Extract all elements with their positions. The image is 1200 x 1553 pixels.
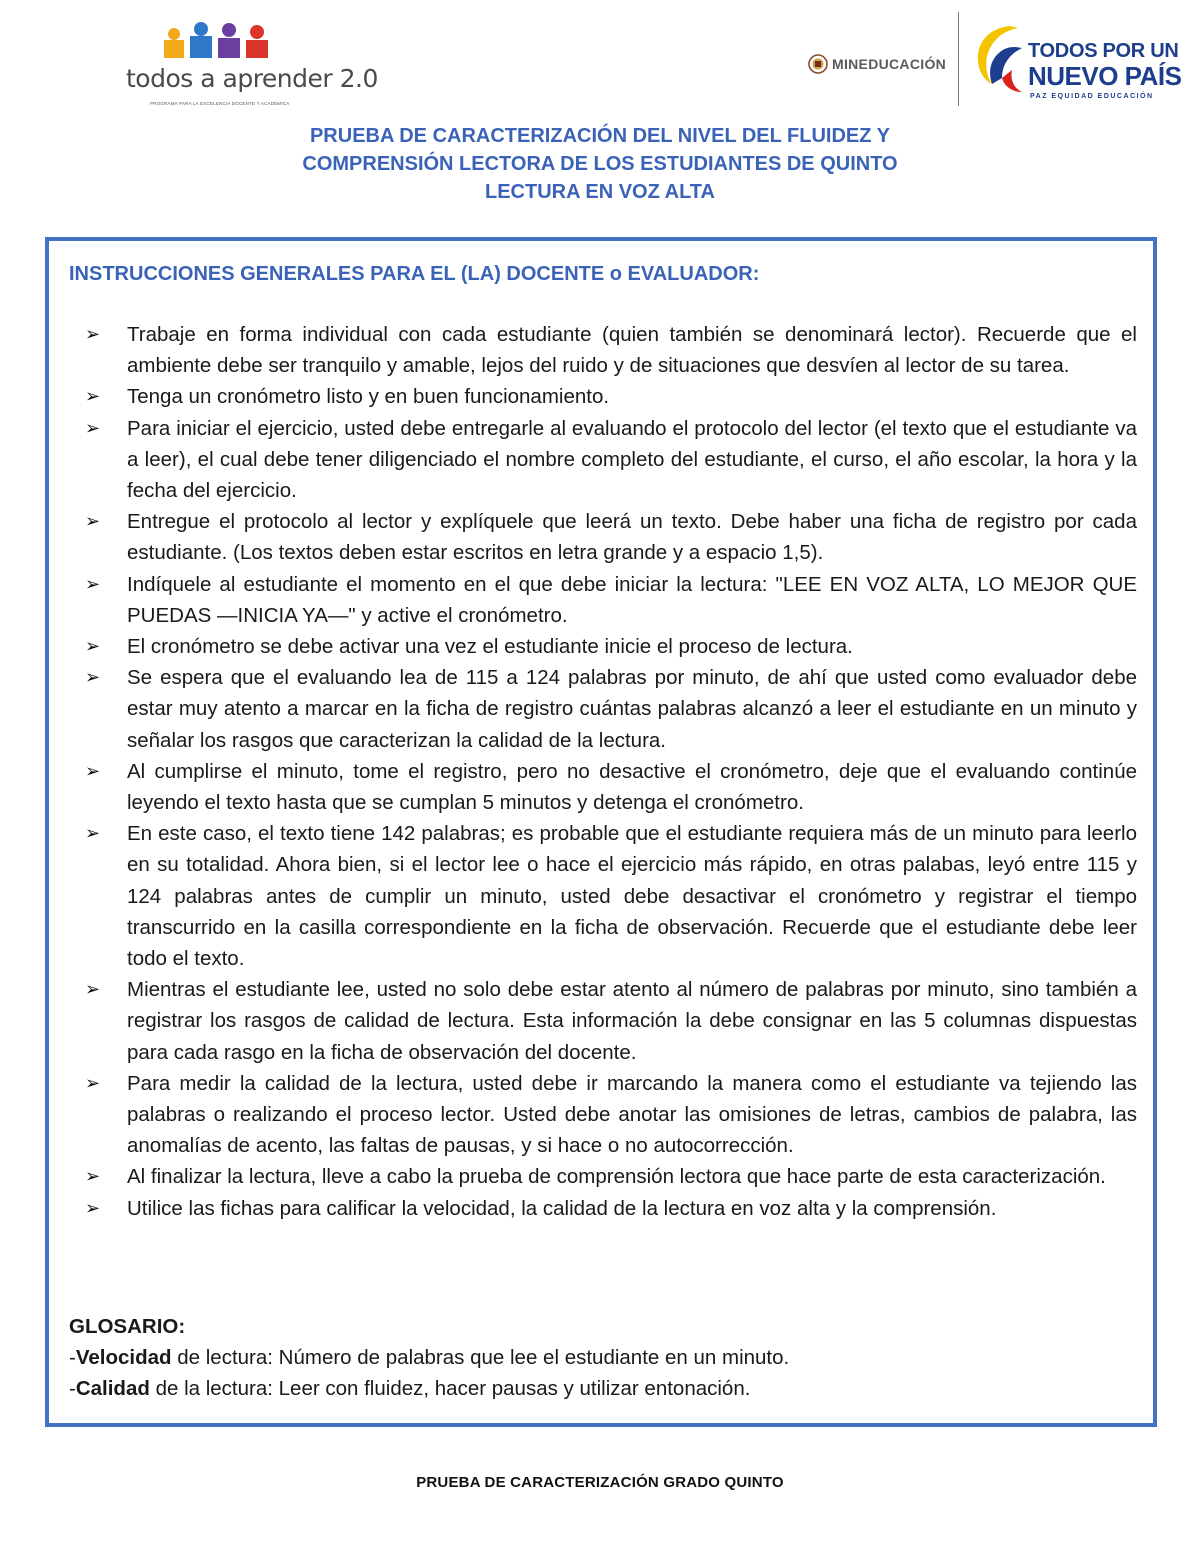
arrow-bullet-icon: ➢ <box>85 417 101 438</box>
glossary-title: GLOSARIO: <box>69 1315 186 1338</box>
instruction-text: Al cumplirse el minuto, tome el registro, pero no desactive el cronómetro, deje que el evaluando continúe leyendo el texto hasta que se cumplan 5 minutos y detenga el cronómetro. <box>127 759 1137 815</box>
todos-por-un-nuevo-pais-flag-icon <box>970 20 1030 100</box>
instructions-heading: INSTRUCCIONES GENERALES PARA EL (LA) DOCENTE o EVALUADOR: <box>69 263 760 285</box>
arrow-bullet-icon: ➢ <box>85 823 101 844</box>
instruction-text: Trabaje en forma individual con cada estudiante (quien también se denominará lector). Recuerde que el ambiente debe ser tranquilo y amable, lejos del ruido y de situaciones que desvíen al lector de su tarea. <box>127 323 1137 378</box>
mineducacion-label: MINEDUCACIÓN <box>832 56 947 72</box>
glossary-section <box>69 1311 1129 1404</box>
glossary-term: Velocidad <box>75 1346 172 1369</box>
instruction-item <box>77 319 1137 381</box>
glossary-entry-velocidad <box>69 1342 1129 1373</box>
arrow-bullet-icon: ➢ <box>85 636 101 657</box>
arrow-bullet-icon: ➢ <box>85 511 101 532</box>
instruction-text: Al finalizar la lectura, lleve a cabo la prueba de comprensión lectora que hace parte de esta caracterización. <box>127 1165 1106 1189</box>
arrow-bullet-icon: ➢ <box>85 1072 101 1093</box>
instruction-text: El cronómetro se debe activar una vez el estudiante inicie el proceso de lectura. <box>127 635 853 659</box>
title-line-2: COMPRENSIÓN LECTORA DE LOS ESTUDIANTES DE QUINTO <box>302 153 898 175</box>
instruction-text: Se espera que el evaluando lea de 115 a 124 palabras por minuto, de ahí que usted como evaluador debe estar muy atento a marcar en la ficha de registro cuántas palabras alcanzó a leer el estudiante en un minuto y señalar los rasgos que caracterizan la calidad de la lectura. <box>127 666 1137 752</box>
instruction-item <box>77 756 1137 818</box>
mineducacion-logo-group <box>790 12 1182 110</box>
instruction-item <box>77 662 1137 756</box>
instructions-list <box>77 319 1137 1224</box>
instruction-item <box>77 974 1137 1068</box>
instruction-item <box>77 1193 1137 1224</box>
paz-equidad-educacion-label: PAZ EQUIDAD EDUCACIÓN <box>1030 93 1154 100</box>
arrow-bullet-icon: ➢ <box>85 324 101 344</box>
todos-a-aprender-logo <box>118 18 378 110</box>
instruction-item <box>77 506 1137 568</box>
instruction-text: Utilice las fichas para calificar la velocidad, la calidad de la lectura en voz alta y la comprensión. <box>127 1196 997 1220</box>
arrow-bullet-icon: ➢ <box>85 760 101 781</box>
nuevo-pais-label: NUEVO PAÍS <box>1028 61 1182 91</box>
colored-blocks-logo-icon <box>162 18 272 62</box>
glossary-prefix: - <box>69 1377 76 1400</box>
instruction-text: En este caso, el texto tiene 142 palabras; es probable que el estudiante requiera más de un minuto para leerlo en su totalidad. Ahora bien, si el lector lee o hace el ejercicio más rápido, en otras palabas, leyó entre 115 y 124 palabras antes de cumplir un minuto, usted debe desactivar el cronómetro y registrar el tiempo transcurrido en la casilla correspondiente en la ficha de observación. Recuerde que el estudiante debe leer todo el texto. <box>127 822 1137 971</box>
todos-a-aprender-brand: todos a aprender 2.0 <box>126 64 378 93</box>
instruction-text: Tenga un cronómetro listo y en buen funcionamiento. <box>127 385 610 409</box>
colombia-seal-icon <box>808 54 828 74</box>
glossary-definition: de lectura: Número de palabras que lee el estudiante en un minuto. <box>171 1346 790 1369</box>
glossary-prefix: - <box>69 1346 76 1369</box>
arrow-bullet-icon: ➢ <box>85 1197 101 1218</box>
instruction-text: Para medir la calidad de la lectura, usted debe ir marcando la manera como el estudiante va tejiendo las palabras o realizando el proceso lector. Usted debe anotar las omisiones de letras, cambios de palabra, las anomalías de acento, las faltas de pausas, y si hace o no autocorrección. <box>127 1071 1137 1158</box>
arrow-bullet-icon: ➢ <box>85 979 101 1000</box>
instruction-text: Para iniciar el ejercicio, usted debe entregarle al evaluando el protocolo del lector (el texto que el estudiante va a leer), el cual debe tener diligenciado el nombre completo del estudiante, el curso, el año escolar, la hora y la fecha del ejercicio. <box>127 416 1137 503</box>
arrow-bullet-icon: ➢ <box>85 667 101 688</box>
title-line-3: LECTURA EN VOZ ALTA <box>485 181 715 203</box>
arrow-bullet-icon: ➢ <box>85 1166 101 1187</box>
instruction-item <box>77 413 1137 507</box>
page-footer: PRUEBA DE CARACTERIZACIÓN GRADO QUINTO <box>416 1474 784 1491</box>
instruction-item <box>77 381 1137 412</box>
todos-por-un-label: TODOS POR UN <box>1028 40 1179 62</box>
logo-divider <box>958 12 959 106</box>
instruction-text: Entregue el protocolo al lector y explíquele que leerá un texto. Debe haber una ficha de registro por cada estudiante. (Los textos deben estar escritos en letra grande y a espacio 1,5). <box>127 510 1137 565</box>
instruction-item <box>77 1161 1137 1192</box>
instruction-text: Indíquele al estudiante el momento en el que debe iniciar la lectura: "LEE EN VOZ ALTA, LO MEJOR QUE PUEDAS —INICIA YA—" y active el cronómetro. <box>127 572 1137 627</box>
instruction-item <box>77 569 1137 631</box>
instruction-text: Mientras el estudiante lee, usted no solo debe estar atento al número de palabras por minuto, sino también a registrar los rasgos de calidad de lectura. Esta información la debe consignar en las 5 columnas dispuestas para cada rasgo en la ficha de observación del docente. <box>127 978 1137 1064</box>
document-title <box>150 122 1050 206</box>
instruction-item <box>77 631 1137 662</box>
instructions-box <box>45 237 1157 1427</box>
glossary-entry-calidad <box>69 1373 1129 1404</box>
instruction-item <box>77 1068 1137 1162</box>
glossary-term: Calidad <box>75 1377 150 1400</box>
glossary-definition: de la lectura: Leer con fluidez, hacer pausas y utilizar entonación. <box>149 1377 751 1400</box>
arrow-bullet-icon: ➢ <box>85 573 101 594</box>
instruction-item <box>77 818 1137 974</box>
arrow-bullet-icon: ➢ <box>85 386 101 407</box>
title-line-1: PRUEBA DE CARACTERIZACIÓN DEL NIVEL DEL FLUIDEZ Y <box>309 125 891 147</box>
todos-a-aprender-tagline: PROGRAMA PARA LA EXCELENCIA DOCENTE Y ACADÉMICA <box>150 101 290 106</box>
